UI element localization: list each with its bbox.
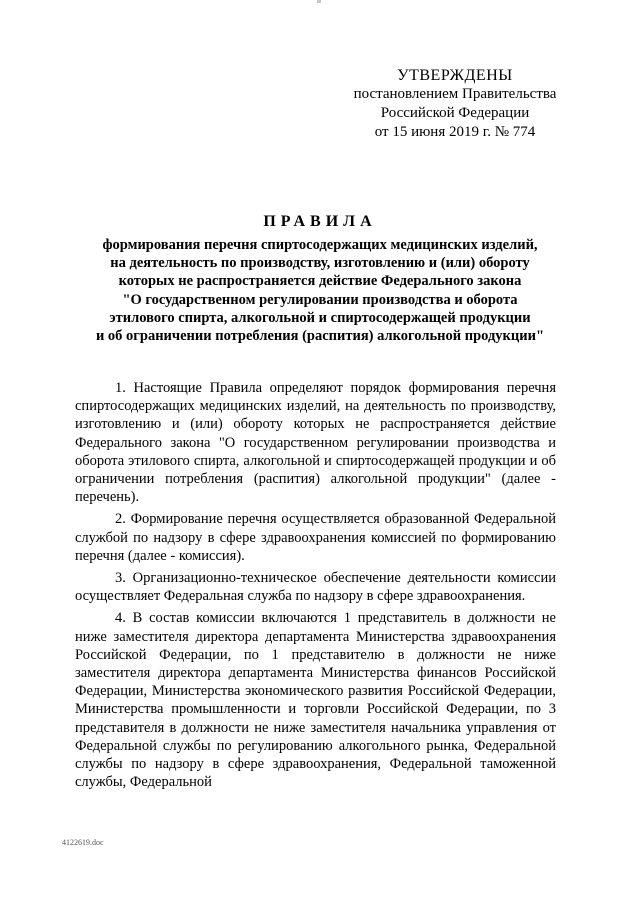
- subtitle-line: которых не распространяется действие Федерального закона: [118, 273, 522, 290]
- subtitle-line: и об ограничении потребления (распития) алкогольной продукции": [95, 328, 545, 345]
- document-body: [75, 379, 556, 795]
- paragraph-3: 3. Организационно-техническое обеспечение деятельности комиссии осуществляет Федеральная служба по надзору в сфере здравоохранения.: [75, 570, 556, 605]
- approval-line: Российской Федерации: [380, 105, 530, 121]
- document-subtitle: [60, 236, 580, 345]
- document-title: ПРАВИЛА: [263, 213, 377, 230]
- approval-heading: УТВЕРЖДЕНЫ: [397, 67, 513, 84]
- approval-line: постановлением Правительства: [353, 86, 557, 102]
- paragraph-2: 2. Формирование перечня осуществляется образованной Федеральной службой по надзору в сфере здравоохранения комиссией по формированию перечня (далее - комиссия).: [75, 511, 556, 564]
- paragraph-1: 1. Настоящие Правила определяют порядок формирования перечня спиртосодержащих медицинских изделий, на деятельность по производству, изготовлению и (или) обороту которых не распространяется действие Федерального закона "О государственном регулировании производства и оборота этилового спирта, алкогольной и спиртосодержащей продукции и об ограничении потребления (распития) алкогольной продукции" (далее - перечень).: [75, 380, 556, 506]
- subtitle-line: на деятельность по производству, изготовлению и (или) обороту: [110, 255, 530, 272]
- subtitle-line: "О государственном регулировании производства и оборота: [122, 291, 518, 308]
- subtitle-line: формирования перечня спиртосодержащих медицинских изделий,: [102, 237, 538, 253]
- subtitle-line: этилового спирта, алкогольной и спиртосодержащей продукции: [109, 309, 531, 326]
- scan-mark: [317, 0, 321, 3]
- paragraph-4: 4. В состав комиссии включаются 1 представитель в должности не ниже заместителя директора департамента Министерства здравоохранения Российской Федерации, по 1 представителю в должности не ниже заместителя директора департамента Министерства финансов Российской Федерации, Министерства экономического развития Российской Федерации, Министерства промышленности и торговли Российской Федерации, по 3 представителя в должности не ниже заместителя начальника управления от Федеральной службы по регулированию алкогольного рынка, Федеральной службы по надзору в сфере здравоохранения, Федеральной таможенной службы, Федеральной: [75, 610, 556, 791]
- approval-date-number: от 15 июня 2019 г. № 774: [374, 124, 536, 140]
- approval-block: [330, 66, 580, 142]
- file-name-footer: 4122619.doc: [62, 838, 104, 847]
